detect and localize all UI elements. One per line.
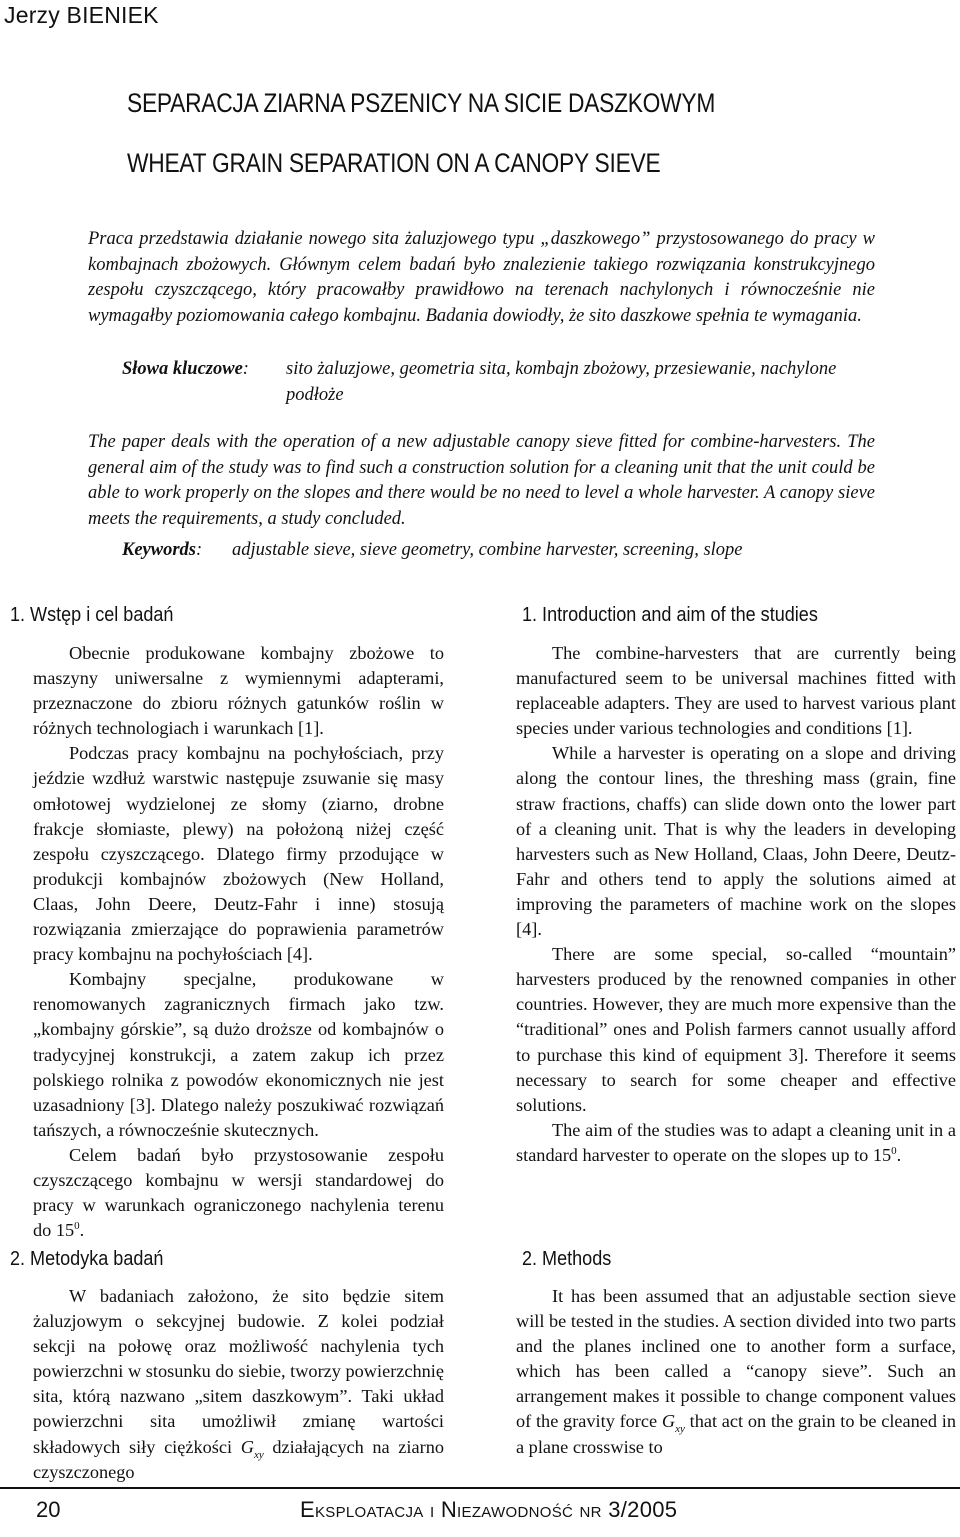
section2-body-english bbox=[516, 1284, 956, 1460]
paragraph: There are some special, so-called “mountain” harvesters produced by the renowned companies in other countries. However, they are much more expensive than the “traditional” ones and Polish farmers cannot usually afford to purchase this kind of equipment 3]. Therefore it seems necessary to search for some cheaper and effective solutions. bbox=[516, 944, 956, 1115]
section1-heading-polish: 1. Wstęp i cel badań bbox=[10, 603, 174, 626]
paragraph: The aim of the studies was to adapt a cleaning unit in a standard harvester to operate on the slopes up to $15^0$. bbox=[516, 1119, 956, 1165]
title-english: WHEAT GRAIN SEPARATION ON A CANOPY SIEVE bbox=[127, 148, 661, 178]
page-number: 20 bbox=[36, 1497, 61, 1522]
paragraph: Celem badań było przystosowanie zespołu czyszczącego kombajnu w wersji standardowej do pracy w warunkach ograniczonego nachylenia terenu do $15^0$. bbox=[33, 1144, 444, 1241]
keywords-english-label: Keywords: bbox=[122, 540, 203, 560]
abstract-english: The paper deals with the operation of a new adjustable canopy sieve fitted for combine-harvesters. The general aim of the study was to find such a construction solution for a cleaning unit that the unit could be able to work properly on the slopes and there would be no need to level a whole harvester. A canopy sieve meets the requirements, a study concluded. bbox=[88, 432, 875, 529]
abstract-polish: Praca przedstawia działanie nowego sita żaluzjowego typu „daszkowego” przystosowanego do pracy w kombajnach zbożowych. Głównym celem badań było znalezienie takiego rozwiązania konstrukcyjnego zespołu czyszczącego, który pracowałby prawidłowo na terenach nachylonych i równocześnie nie wymagałby poziomowania całego kombajnu. Badania dowiodły, że sito daszkowe spełnia te wymagania. bbox=[88, 229, 875, 326]
paragraph: The combine-harvesters that are currently being manufactured seem to be universal machines fitted with replaceable adapters. They are used to harvest various plant species under various technologies and conditions [1]. bbox=[516, 643, 956, 739]
paragraph: Obecnie produkowane kombajny zbożowe to maszyny uniwersalne z wymiennymi adapterami, przeznaczone do zbioru różnych gatunków roślin w różnych technologiach i warunkach [1]. bbox=[33, 643, 444, 739]
section1-body-english bbox=[516, 641, 956, 1168]
section2-heading-english: 2. Methods bbox=[522, 1247, 612, 1270]
keywords-polish-text: sito żaluzjowe, geometria sita, kombajn zbożowy, przesiewanie, nachylone podłoże bbox=[286, 359, 837, 405]
author-name: Jerzy BIENIEK bbox=[4, 2, 159, 28]
paragraph: Kombajny specjalne, produkowane w renomowanych zagranicznych firmach jako tzw. „kombajny górskie”, są dużo droższe od kombajnów o tradycyjnej konstrukcji, a zatem zakup ich przez polskiego rolnika z powodów ekonomicznych nie jest uzasadniony [3]. Dlatego należy poszukiwać rozwiązań tańszych, a równocześnie skutecznych. bbox=[33, 969, 444, 1140]
section2-heading-polish: 2. Metodyka badań bbox=[10, 1247, 164, 1270]
title-polish: SEPARACJA ZIARNA PSZENICY NA SICIE DASZKOWYM bbox=[127, 88, 716, 118]
paragraph: It has been assumed that an adjustable section sieve will be tested in the studies. A section divided into two parts and the planes inclined one to another form a surface, which has been called a “canopy sieve”. Such an arrangement makes it possible to change component values of the gravity force $G_{xy}$ that act on the grain to be cleaned in a plane crosswise to bbox=[516, 1286, 956, 1457]
journal-name: Eksploatacja i Niezawodność nr 3/2005 bbox=[300, 1497, 678, 1522]
footer-divider bbox=[0, 1487, 960, 1489]
section1-body-polish bbox=[33, 641, 444, 1243]
gravity-force-symbol: $G_{xy}$ bbox=[661, 1411, 685, 1436]
paragraph: While a harvester is operating on a slope and driving along the contour lines, the threshing mass (grain, fine straw fractions, chaffs) can slide down onto the lower part of a cleaning unit. That is why the leaders in developing harvesters such as New Holland, Claas, John Deere, Deutz-Fahr and others tend to apply the solutions aimed at improving the parameters of machine work on the slopes [4]. bbox=[516, 743, 956, 940]
section1-heading-english: 1. Introduction and aim of the studies bbox=[522, 603, 818, 626]
paragraph: W badaniach założono, że sito będzie sitem żaluzjowym o sekcyjnej budowie. Z kolei podział sekcji na połowę oraz możliwość nachylenia tych powierzchni w stosunku do siebie, tworzy powierzchnię sita, którą nazwano „sitem daszkowym”. Taki układ powierzchni sita umożliwił zmianę wartości składowych siły ciężkości $G_{xy}$ działających na ziarno czyszczonego bbox=[33, 1286, 444, 1482]
paragraph: Podczas pracy kombajnu na pochyłościach, przy jeździe wzdłuż warstwic następuje zsuwanie się masy omłotowej wydzielonej ze słomy (ziarno, drobne frakcje słomiaste, plewy) na położoną niżej część zespołu czyszczącego. Dlatego firmy przodujące w produkcji kombajnów zbożowych (New Holland, Claas, John Deere, Deutz-Fahr i inne) stosują rozwiązania zmierzające do poprawienia parametrów pracy kombajnu na pochyłościach [4]. bbox=[33, 743, 444, 965]
keywords-polish-label: Słowa kluczowe: bbox=[122, 359, 249, 379]
section2-body-polish bbox=[33, 1284, 444, 1485]
gravity-force-symbol: $G_{xy}$ bbox=[240, 1436, 264, 1461]
keywords-english-text: adjustable sieve, sieve geometry, combine harvester, screening, slope bbox=[232, 540, 743, 560]
